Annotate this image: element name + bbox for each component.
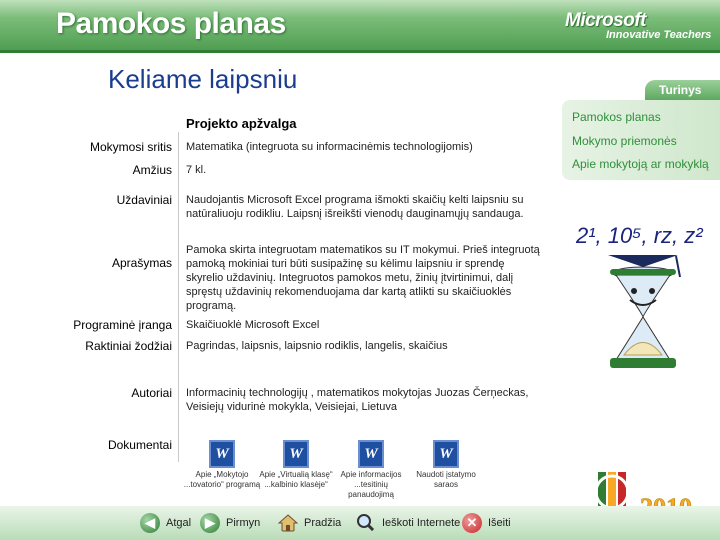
value-tasks: Naudojantis Microsoft Excel programa išmokti skaičių kelti laipsniu su natūraliuoju rodikliu. Laipsnį išreikšti vienodų dauginamųjų sandauga. — [186, 194, 524, 220]
value-software: Skaičiuoklė Microsoft Excel — [186, 319, 320, 331]
arrow-left-icon: ◀ — [140, 513, 160, 533]
back-button[interactable] — [140, 512, 191, 534]
label-software: Programinė įranga — [73, 318, 172, 332]
exit-button[interactable] — [462, 512, 511, 534]
label-authors: Autoriai — [131, 386, 172, 400]
document-link-istatymo-saraos[interactable] — [406, 440, 486, 490]
document-link-mokytojo-novatorio[interactable] — [182, 440, 262, 490]
value-keywords: Pagrindas, laipsnis, laipsnio rodiklis, langelis, skaičius — [186, 340, 448, 352]
word-doc-icon: W — [209, 440, 235, 468]
forward-label: Pirmyn — [226, 517, 261, 529]
arrow-right-icon: ▶ — [200, 513, 220, 533]
label-documents: Dokumentai — [107, 438, 172, 452]
word-doc-icon: W — [433, 440, 459, 468]
document-label: Naudoti įstatymo saraos — [416, 470, 476, 489]
label-keywords: Raktiniai žodžiai — [85, 339, 172, 353]
forward-button[interactable] — [200, 512, 260, 534]
home-button[interactable] — [278, 512, 341, 534]
close-icon: ✕ — [462, 513, 482, 533]
label-description: Aprašymas — [111, 256, 172, 270]
value-authors: Informacinių technologijų , matematikos mokytojas Juozas Čerņeckas, Veisiejų vidurinė mokykla, Veisiejai, Lietuva — [186, 387, 529, 413]
value-subject-area: Matematika (integruota su informacinėmis technologijomis) — [186, 141, 473, 153]
home-label: Pradžia — [304, 517, 342, 529]
document-link-informacijos-panaudojimas[interactable] — [331, 440, 411, 500]
mascot-formula: 2¹, 10⁵, rz, z² — [576, 223, 703, 248]
sidebar-item-teaching-materials[interactable]: Mokymo priemonės — [572, 134, 677, 148]
label-subject-area: Mokymosi sritis — [89, 140, 172, 154]
header-title: Pamokos planas — [56, 7, 286, 40]
overview-title: Projekto apžvalga — [186, 116, 297, 131]
value-description: Pamoka skirta integruotam matematikos su IT mokymui. Prieš integruotą pamoką mokiniai turi būti susipažinę su kėlimu laipsniu ir sprendę skyrelio uždavinių. Integruotos pamokos metu, žinių įtvirtinimui, dalį spręstų uždavinių rekomenduojama dar kartą atlikti su skaičiuoklės programą. — [186, 244, 540, 312]
magnifier-icon — [356, 513, 376, 533]
exit-label: Išeiti — [488, 517, 511, 529]
header-divider — [0, 50, 720, 53]
search-internet-button[interactable] — [356, 512, 460, 534]
sidebar-item-about-teacher[interactable]: Apie mokytoją ar mokyklą — [572, 157, 709, 171]
sidebar-tab-contents[interactable]: Turinys — [645, 80, 720, 100]
document-label: Apie informacijos ...tesitinių panaudojimą — [340, 470, 402, 499]
value-age: 7 kl. — [186, 164, 207, 176]
word-doc-icon: W — [283, 440, 309, 468]
microsoft-logo: Microsoft — [565, 10, 646, 31]
microsoft-logo-subtitle: Innovative Teachers — [606, 29, 712, 41]
back-label: Atgal — [166, 517, 192, 529]
label-age: Amžius — [132, 163, 172, 177]
column-divider — [178, 132, 179, 462]
document-label: Apie „Virtualią klasę“ ...kalbinio klasėje“ — [259, 470, 333, 489]
hourglass-mascot-illustration — [568, 205, 718, 375]
page-title: Keliame laipsniu — [108, 64, 298, 94]
document-link-virtuali-klase[interactable] — [256, 440, 336, 490]
word-doc-icon: W — [358, 440, 384, 468]
sidebar-item-lesson-plan[interactable]: Pamokos planas — [572, 110, 661, 124]
label-tasks: Uždaviniai — [116, 193, 172, 207]
graduation-cap-icon — [608, 255, 678, 267]
search-internet-label: Ieškoti Internete — [382, 517, 461, 529]
header-bar — [0, 0, 720, 50]
house-icon — [278, 513, 298, 533]
document-label: Apie „Mokytojo ...tovatorio“ programą — [183, 470, 261, 489]
